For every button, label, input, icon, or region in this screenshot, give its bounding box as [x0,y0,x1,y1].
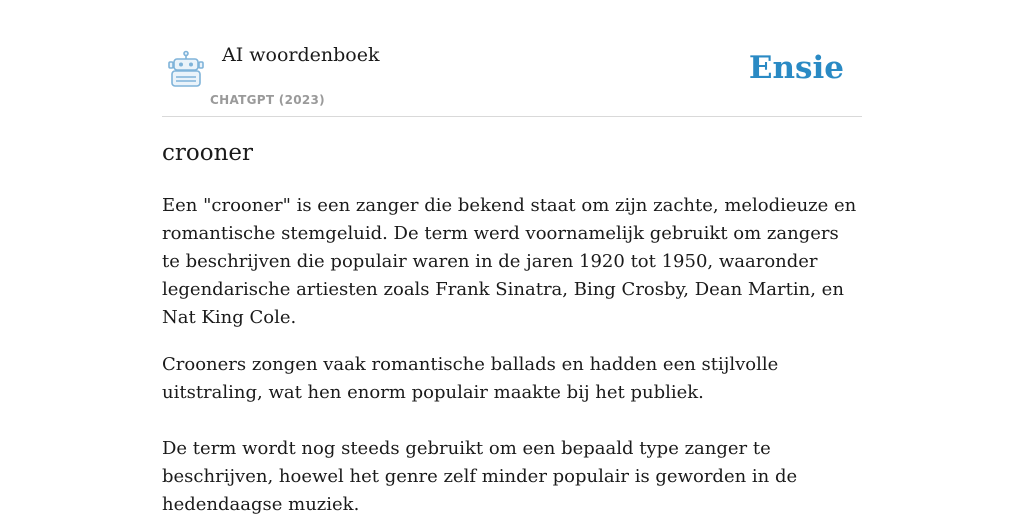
entry-definition [162,192,862,519]
robot-icon [166,50,206,90]
entry-header [162,0,862,117]
definition-paragraph-3: De term wordt nog steeds gebruikt om een bepaald type zanger te beschrijven, hoewel het genre zelf minder populair is geworden in de hedendaagse muziek. [162,438,798,515]
source-title: AI woordenboek [222,44,380,66]
source-subtitle: CHATGPT (2023) [210,93,325,107]
entry-term: crooner [162,140,253,166]
ensie-logo-link[interactable]: Ensie [748,50,844,86]
definition-paragraph-1: Een "crooner" is een zanger die bekend staat om zijn zachte, melodieuze en romantische stemgeluid. De term werd voornamelijk gebruikt om zangers te beschrijven die populair waren in de jaren 1920 tot 1950, waaronder legendarische artiesten zoals Frank Sinatra, Bing Crosby, Dean Martin, en Nat King Cole. [162,195,857,328]
definition-paragraph-2: Crooners zongen vaak romantische ballads en hadden een stijlvolle uitstraling, wat hen enorm populair maakte bij het publiek. [162,354,779,403]
dictionary-card [162,0,862,515]
